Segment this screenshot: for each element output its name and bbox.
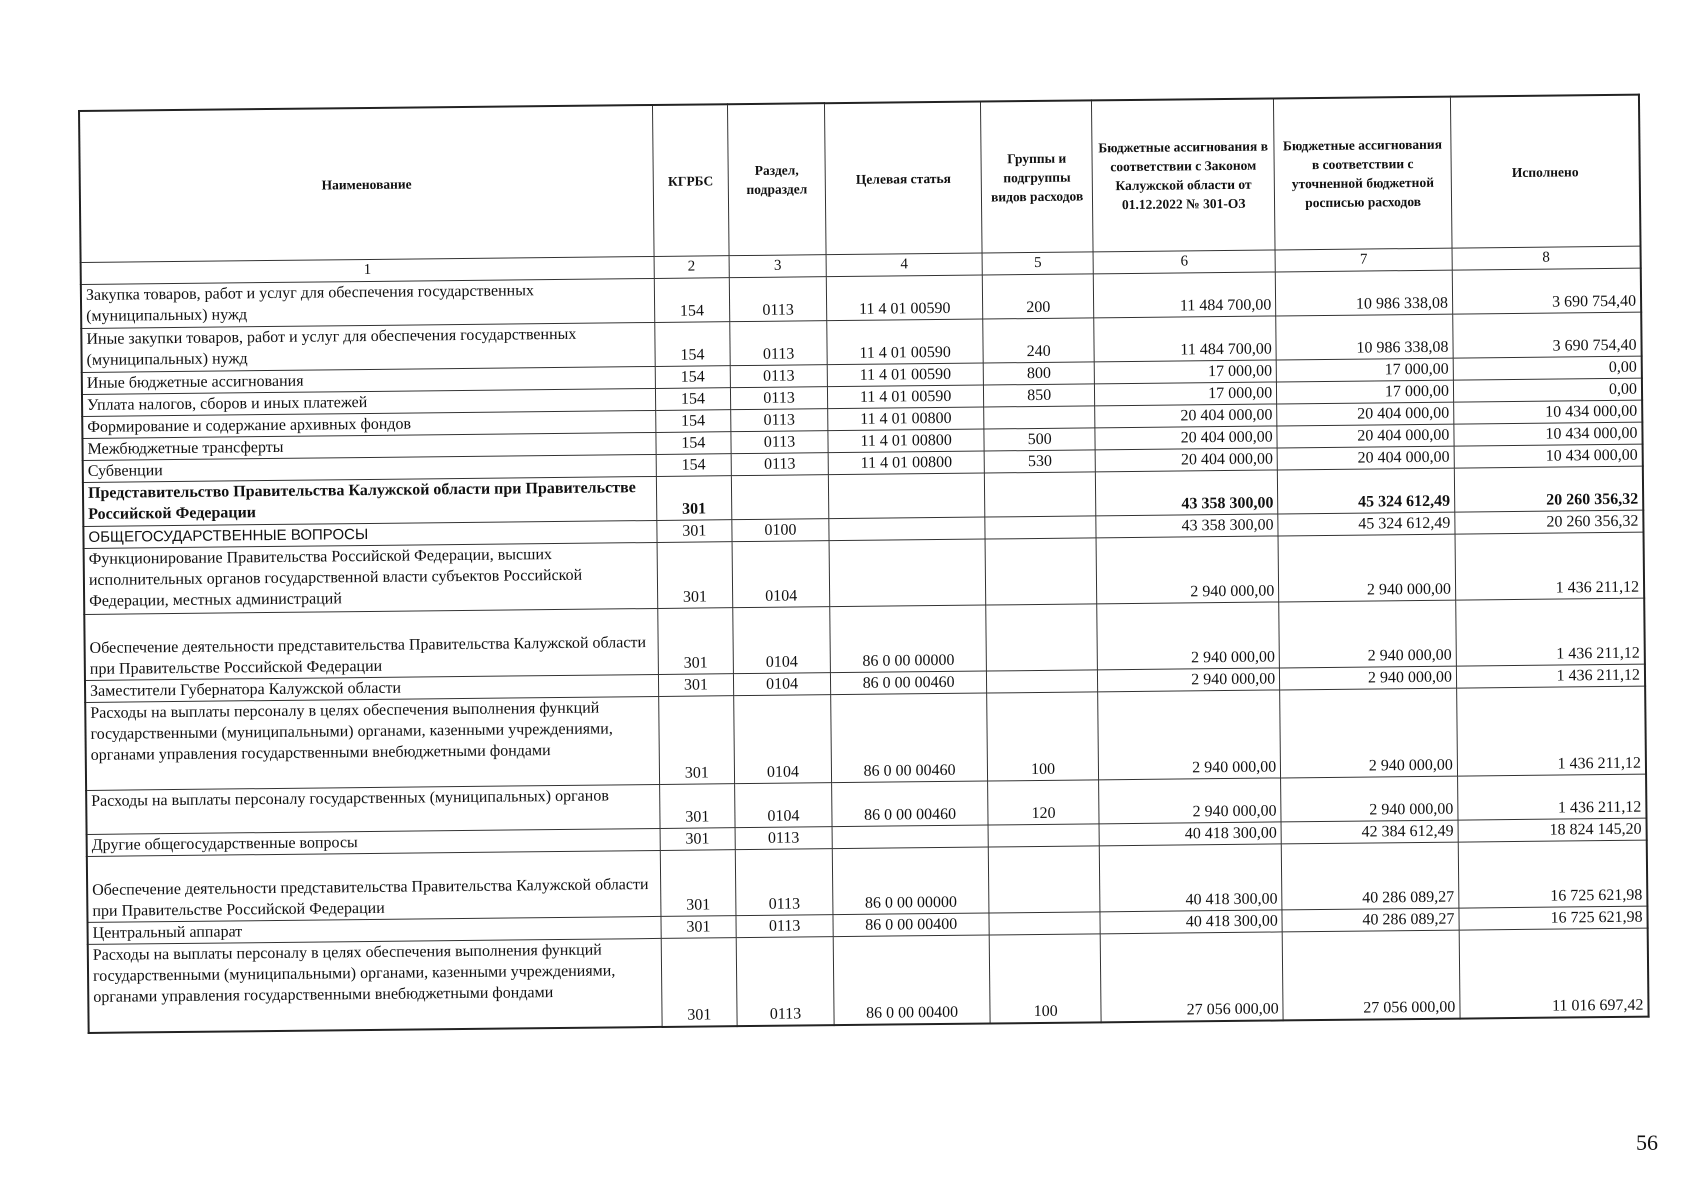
row-section: 0113 bbox=[735, 827, 832, 850]
row-law-amount: 40 418 300,00 bbox=[1099, 844, 1282, 912]
row-expense-group: 240 bbox=[983, 318, 1094, 363]
row-name: Иные бюджетные ассигнования bbox=[82, 366, 655, 394]
row-target-article: 11 4 01 00590 bbox=[827, 319, 984, 365]
row-target-article: 86 0 00 00000 bbox=[832, 847, 989, 915]
row-target-article: 86 0 00 00460 bbox=[831, 693, 988, 783]
row-executed-amount: 3 690 754,40 bbox=[1453, 312, 1642, 358]
row-executed-amount: 16 725 621,98 bbox=[1458, 840, 1647, 908]
row-kgrbs: 301 bbox=[660, 850, 736, 917]
row-expense-group: 850 bbox=[984, 384, 1095, 407]
row-section: 0104 bbox=[732, 541, 830, 608]
row-kgrbs: 154 bbox=[654, 278, 730, 323]
table-row bbox=[88, 928, 1649, 1032]
row-section: 0104 bbox=[734, 695, 832, 784]
row-law-amount: 40 418 300,00 bbox=[1100, 910, 1282, 934]
row-expense-group bbox=[988, 824, 1099, 847]
row-name: Обеспечение деятельности представительства Правительства Калужской области при Правительстве Российской Федерации bbox=[84, 608, 658, 680]
row-kgrbs: 301 bbox=[660, 828, 736, 851]
row-revised-amount: 20 404 000,00 bbox=[1277, 446, 1454, 470]
row-name: Формирование и содержание архивных фондов bbox=[82, 410, 655, 438]
row-section: 0113 bbox=[731, 453, 828, 476]
row-name: Другие общегосударственные вопросы bbox=[87, 828, 660, 856]
row-kgrbs: 154 bbox=[656, 432, 732, 455]
table-row bbox=[85, 686, 1646, 790]
row-name: Функционирование Правительства Российской Федерации, высших исполнительных органов государственной власти субъектов Российской Федерации, местных администраций bbox=[84, 542, 658, 614]
row-section: 0113 bbox=[736, 937, 834, 1026]
row-revised-amount: 40 286 089,27 bbox=[1282, 908, 1459, 932]
row-name: Субвенции bbox=[83, 454, 656, 482]
row-expense-group: 500 bbox=[984, 428, 1095, 451]
row-expense-group bbox=[987, 670, 1098, 693]
row-target-article: 11 4 01 00800 bbox=[828, 451, 984, 475]
column-number: 5 bbox=[982, 252, 1093, 275]
row-section: 0113 bbox=[731, 409, 828, 432]
row-kgrbs: 154 bbox=[655, 410, 731, 433]
row-law-amount: 43 358 300,00 bbox=[1096, 514, 1278, 538]
row-expense-group bbox=[986, 604, 1098, 671]
row-revised-amount: 45 324 612,49 bbox=[1278, 468, 1455, 514]
row-revised-amount: 10 986 338,08 bbox=[1276, 314, 1453, 360]
row-law-amount: 20 404 000,00 bbox=[1095, 426, 1277, 450]
header-law-allocations: Бюджетные ассигнования в соответствии с Законом Калужской области от 01.12.2022 № 301-ОЗ bbox=[1092, 98, 1276, 251]
row-executed-amount: 0,00 bbox=[1453, 378, 1642, 402]
row-target-article: 11 4 01 00590 bbox=[827, 363, 983, 387]
row-expense-group: 120 bbox=[988, 780, 1099, 825]
row-revised-amount: 2 940 000,00 bbox=[1279, 600, 1456, 668]
row-kgrbs: 301 bbox=[659, 784, 735, 829]
row-executed-amount: 1 436 211,12 bbox=[1457, 686, 1647, 776]
row-section: 0104 bbox=[733, 607, 831, 674]
row-section: 0113 bbox=[736, 915, 833, 938]
row-executed-amount: 1 436 211,12 bbox=[1456, 664, 1645, 688]
row-law-amount: 2 940 000,00 bbox=[1098, 690, 1281, 780]
row-revised-amount: 45 324 612,49 bbox=[1278, 512, 1455, 536]
row-revised-amount: 20 404 000,00 bbox=[1277, 402, 1454, 426]
row-kgrbs: 301 bbox=[658, 674, 734, 697]
row-expense-group bbox=[988, 846, 1100, 913]
column-number: 6 bbox=[1093, 250, 1275, 274]
row-kgrbs: 301 bbox=[661, 916, 737, 939]
row-section bbox=[731, 475, 828, 520]
row-section: 0100 bbox=[732, 519, 829, 542]
column-number: 3 bbox=[729, 255, 826, 278]
row-section: 0113 bbox=[731, 431, 828, 454]
column-number: 2 bbox=[654, 256, 730, 279]
row-law-amount: 2 940 000,00 bbox=[1097, 602, 1280, 670]
row-expense-group bbox=[985, 472, 1096, 517]
column-number: 8 bbox=[1452, 246, 1641, 270]
row-law-amount: 11 484 700,00 bbox=[1093, 272, 1276, 318]
row-executed-amount: 16 725 621,98 bbox=[1459, 906, 1648, 930]
row-name: Расходы на выплаты персоналу в целях обеспечения выполнения функций государственными (муниципальными) органами, казенными учреждениями, органами управления государственными внебюджетными фондами bbox=[85, 696, 659, 790]
row-revised-amount: 2 940 000,00 bbox=[1280, 688, 1458, 778]
row-kgrbs: 301 bbox=[657, 608, 733, 675]
page-number: 56 bbox=[1636, 1130, 1658, 1155]
column-number: 7 bbox=[1275, 248, 1452, 272]
row-expense-group: 100 bbox=[989, 934, 1101, 1023]
row-name: Заместители Губернатора Калужской области bbox=[85, 674, 658, 702]
row-target-article: 11 4 01 00800 bbox=[828, 407, 984, 431]
row-law-amount: 43 358 300,00 bbox=[1096, 470, 1279, 516]
row-executed-amount: 10 434 000,00 bbox=[1454, 444, 1643, 468]
row-kgrbs: 301 bbox=[656, 520, 732, 543]
row-kgrbs: 154 bbox=[656, 454, 732, 477]
header-row bbox=[79, 95, 1641, 263]
row-law-amount: 2 940 000,00 bbox=[1096, 536, 1279, 604]
header-kgrbs: КГРБС bbox=[652, 104, 729, 256]
row-executed-amount: 20 260 356,32 bbox=[1454, 466, 1643, 512]
row-name: Закупка товаров, работ и услуг для обеспечения государственных (муниципальных) нужд bbox=[81, 278, 655, 328]
row-executed-amount: 20 260 356,32 bbox=[1455, 510, 1644, 534]
row-executed-amount: 10 434 000,00 bbox=[1454, 400, 1643, 424]
row-target-article bbox=[828, 473, 985, 519]
row-kgrbs: 301 bbox=[656, 476, 732, 521]
row-name: Расходы на выплаты персоналу в целях обеспечения выполнения функций государственными (муниципальными) органами, казенными учреждениями, органами управления государственными внебюджетными фондами bbox=[88, 938, 662, 1032]
row-section: 0113 bbox=[729, 277, 826, 322]
row-target-article bbox=[829, 539, 986, 607]
row-expense-group bbox=[984, 406, 1095, 429]
row-target-article: 86 0 00 00460 bbox=[832, 781, 989, 827]
row-law-amount: 17 000,00 bbox=[1095, 382, 1277, 406]
header-executed: Исполнено bbox=[1450, 95, 1640, 248]
row-kgrbs: 154 bbox=[655, 366, 731, 389]
header-revised-allocations: Бюджетные ассигнования в соответствии с уточненной бюджетной росписью расходов bbox=[1274, 97, 1452, 250]
row-name: Расходы на выплаты персоналу государственных (муниципальных) органов bbox=[86, 784, 660, 834]
row-law-amount: 2 940 000,00 bbox=[1099, 778, 1282, 824]
row-revised-amount: 2 940 000,00 bbox=[1280, 666, 1457, 690]
row-target-article: 86 0 00 00400 bbox=[833, 913, 989, 937]
row-target-article: 11 4 01 00800 bbox=[828, 429, 984, 453]
row-revised-amount: 17 000,00 bbox=[1276, 358, 1453, 382]
row-target-article bbox=[829, 517, 985, 541]
column-number: 4 bbox=[826, 253, 982, 277]
row-name: Представительство Правительства Калужской области при Правительстве Российской Федерации bbox=[83, 476, 657, 526]
row-target-article bbox=[832, 825, 988, 849]
row-kgrbs: 154 bbox=[654, 322, 730, 367]
row-revised-amount: 10 986 338,08 bbox=[1275, 270, 1452, 316]
row-expense-group: 530 bbox=[984, 450, 1095, 473]
row-expense-group bbox=[985, 516, 1096, 539]
row-kgrbs: 301 bbox=[657, 542, 733, 609]
row-kgrbs: 154 bbox=[655, 388, 731, 411]
row-name: ОБЩЕГОСУДАРСТВЕННЫЕ ВОПРОСЫ bbox=[83, 520, 656, 548]
row-law-amount: 17 000,00 bbox=[1094, 360, 1276, 384]
row-executed-amount: 0,00 bbox=[1453, 356, 1642, 380]
row-revised-amount: 2 940 000,00 bbox=[1281, 776, 1458, 822]
row-law-amount: 11 484 700,00 bbox=[1094, 316, 1277, 362]
document-page bbox=[78, 94, 1650, 1034]
row-section: 0104 bbox=[733, 673, 830, 696]
row-revised-amount: 42 384 612,49 bbox=[1281, 820, 1458, 844]
row-target-article: 86 0 00 00460 bbox=[830, 671, 986, 695]
row-section: 0113 bbox=[735, 849, 833, 916]
row-target-article: 86 0 00 00000 bbox=[830, 605, 987, 673]
row-section: 0104 bbox=[735, 783, 832, 828]
row-law-amount: 40 418 300,00 bbox=[1099, 822, 1281, 846]
row-executed-amount: 3 690 754,40 bbox=[1452, 268, 1641, 314]
column-number: 1 bbox=[81, 256, 654, 284]
row-name: Межбюджетные трансферты bbox=[82, 432, 655, 460]
row-section: 0113 bbox=[730, 387, 827, 410]
header-target-article: Целевая статья bbox=[824, 102, 982, 255]
row-section: 0113 bbox=[730, 321, 827, 366]
row-revised-amount: 17 000,00 bbox=[1277, 380, 1454, 404]
row-executed-amount: 11 016 697,42 bbox=[1459, 928, 1649, 1018]
row-target-article: 86 0 00 00400 bbox=[833, 935, 990, 1025]
row-section: 0113 bbox=[730, 365, 827, 388]
header-name: Наименование bbox=[79, 105, 654, 262]
header-section: Раздел, подраздел bbox=[728, 103, 827, 256]
row-target-article: 11 4 01 00590 bbox=[826, 275, 983, 321]
row-name: Центральный аппарат bbox=[88, 916, 661, 944]
row-revised-amount: 20 404 000,00 bbox=[1277, 424, 1454, 448]
row-expense-group: 800 bbox=[983, 362, 1094, 385]
row-executed-amount: 18 824 145,20 bbox=[1458, 818, 1647, 842]
row-executed-amount: 1 436 211,12 bbox=[1456, 598, 1645, 666]
row-name: Уплата налогов, сборов и иных платежей bbox=[82, 388, 655, 416]
row-law-amount: 27 056 000,00 bbox=[1100, 932, 1283, 1022]
row-kgrbs: 301 bbox=[658, 696, 734, 785]
row-law-amount: 20 404 000,00 bbox=[1095, 448, 1277, 472]
budget-execution-table bbox=[78, 94, 1650, 1034]
row-target-article: 11 4 01 00590 bbox=[827, 385, 983, 409]
row-expense-group: 200 bbox=[982, 274, 1093, 319]
row-name: Иные закупки товаров, работ и услуг для обеспечения государственных (муниципальных) нужд bbox=[81, 322, 655, 372]
row-kgrbs: 301 bbox=[661, 938, 737, 1027]
header-expense-groups: Группы и подгруппы видов расходов bbox=[981, 100, 1094, 253]
row-expense-group: 100 bbox=[987, 692, 1099, 781]
row-law-amount: 2 940 000,00 bbox=[1098, 668, 1280, 692]
row-expense-group bbox=[985, 538, 1097, 605]
row-executed-amount: 1 436 211,12 bbox=[1455, 532, 1644, 600]
row-expense-group bbox=[989, 912, 1100, 935]
row-revised-amount: 2 940 000,00 bbox=[1278, 534, 1455, 602]
row-executed-amount: 10 434 000,00 bbox=[1454, 422, 1643, 446]
row-revised-amount: 27 056 000,00 bbox=[1282, 930, 1460, 1020]
row-executed-amount: 1 436 211,12 bbox=[1457, 774, 1646, 820]
row-law-amount: 20 404 000,00 bbox=[1095, 404, 1277, 428]
row-name: Обеспечение деятельности представительства Правительства Калужской области при Правительстве Российской Федерации bbox=[87, 850, 661, 922]
row-revised-amount: 40 286 089,27 bbox=[1281, 842, 1458, 910]
